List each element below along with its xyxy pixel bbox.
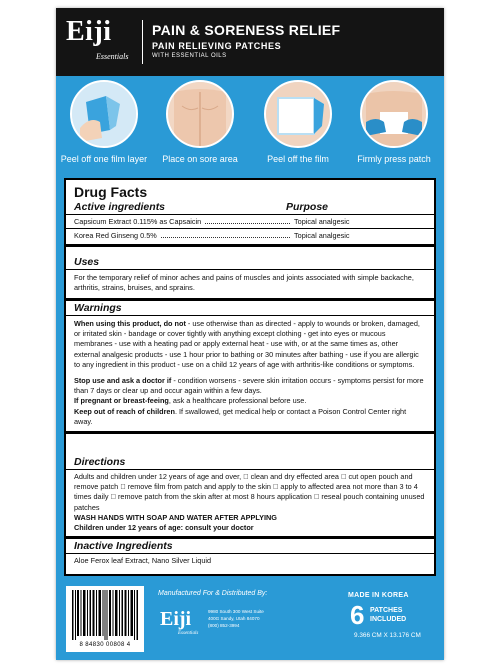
product-title: PAIN & SORENESS RELIEF (152, 22, 341, 38)
made-in-label: MADE IN KOREA (348, 592, 409, 599)
warnings-do-not-label: When using this product, do not (74, 319, 186, 328)
warnings-children-text: . If swallowed, get medical help or contact a Poison Control Center right away. (74, 406, 407, 426)
uses-heading: Uses (74, 256, 100, 268)
package-header (56, 8, 444, 76)
ingredient-purpose: Topical analgesic (294, 217, 350, 226)
drug-facts-header (66, 184, 434, 247)
barcode (66, 586, 144, 652)
ingredient-purpose: Topical analgesic (294, 231, 350, 240)
step-3 (252, 80, 344, 164)
step-3-label: Peel off the film (267, 154, 329, 164)
directions-section (66, 456, 434, 539)
uses-section (66, 256, 434, 301)
directions-text: Adults and children under 12 years of age and over,   clean and dry effected area   cut open pouch and remove patch   remove film from patch and apply to the skin   apply to affected area not more than 3 to 4 times daily   remove patch from the skin after at most 8 hours application   reseal pouch containing unused patches (74, 472, 425, 512)
purpose-heading: Purpose (286, 201, 329, 213)
directions-wash-text: WASH HANDS WITH SOAP AND WATER AFTER APPLYING (74, 512, 277, 522)
patch-count-label-line1: PATCHES (370, 607, 403, 614)
product-subtitle: PAIN RELIEVING PATCHES (152, 41, 282, 51)
warnings-children (74, 407, 426, 427)
step-2-label: Place on sore area (162, 154, 238, 164)
uses-text: For the temporary relief of minor aches and pains of muscles and joints associated with simple backache, arthritis, strains, bruises, and sprains. (74, 273, 414, 293)
manufacturer-address: 9980 South 300 West Suite 400G Sandy, Utah 84070 (800) 852-3994 (208, 609, 264, 628)
patch-count: 6 (350, 600, 365, 630)
barcode-bars-icon (72, 590, 138, 640)
warnings-children-label: Keep out of reach of children (74, 406, 175, 416)
product-subtitle-secondary: WITH ESSENTIAL OILS (152, 53, 227, 59)
directions-heading: Directions (74, 456, 126, 468)
warnings-heading: Warnings (74, 302, 122, 314)
drug-facts-panel (64, 178, 436, 576)
patch-count-label-line2: INCLUDED (370, 616, 407, 623)
manufacturer-label: Manufactured For & Distributed By: (158, 590, 268, 597)
peel-second-film-icon (264, 80, 332, 148)
inactive-ingredients-heading: Inactive Ingredients (74, 540, 173, 552)
warnings-stop-use (74, 376, 426, 396)
peel-film-icon (70, 80, 138, 148)
step-4-label: Firmly press patch (357, 154, 431, 164)
patch-count-label (370, 606, 406, 624)
warnings-stop-use-label: Stop use and ask a doctor if (74, 376, 172, 386)
press-patch-icon (360, 80, 428, 148)
manufacturer-logo-subtext: Essentials (178, 631, 199, 636)
step-1-label: Peel off one film layer (60, 154, 148, 164)
inactive-ingredients-section (66, 540, 434, 566)
header-divider (142, 20, 143, 64)
inactive-ingredients-text: Aloe Ferox leaf Extract, Nano Silver Liquid (74, 556, 212, 565)
warnings-pregnancy-text: , ask a healthcare professional before use. (168, 396, 307, 406)
directions-children-text: Children under 12 years of age: consult your doctor (74, 523, 254, 533)
manufacturer-logo: Eiji (160, 608, 192, 630)
back-placement-icon (166, 80, 234, 148)
application-steps (56, 80, 444, 176)
warnings-section (66, 302, 434, 434)
ingredient-row (74, 215, 426, 228)
ingredient-row (74, 229, 426, 242)
barcode-number: 8 84830 00808 4 (79, 642, 131, 648)
brand-logo (66, 16, 136, 68)
directions-children (74, 523, 426, 533)
step-4 (348, 80, 440, 164)
brand-logo-text: Eiji (66, 16, 112, 47)
step-2 (154, 80, 246, 164)
directions-wash (74, 513, 426, 523)
brand-logo-subtext: Essentials (96, 52, 129, 61)
warnings-pregnancy (74, 396, 426, 406)
package-footer (56, 582, 444, 660)
step-1 (58, 80, 150, 164)
warnings-pregnancy-label: If pregnant or breast-feeing (74, 396, 169, 406)
product-package-back (56, 8, 444, 660)
drug-facts-title: Drug Facts (74, 184, 148, 200)
ingredient-name: Korea Red Ginseng 0.5% (74, 231, 157, 240)
warnings-stop-use-text: - condition worsens - severe skin irritation occurs - symptoms persist for more than 7 days or clear up and occur again within a few days. (74, 376, 424, 396)
active-ingredients-heading: Active ingredients (74, 201, 166, 213)
warnings-do-not-text: - use otherwise than as directed - apply to wounds or broken, damaged, or irritated skin - bandage or cover tightly with anything except clothing - get into eyes or mucous membranes - use with a heating pad or apply external heat - use with, or at the same times as, other external analgesic products - use 1 hour prior to bathing or 30 minutes after bathing - use if you are allergic to any ingredient in this product - use on a child 12 years of age with arthritis-like conditions or symptoms. (74, 319, 420, 369)
patch-dimensions: 9.366 CM X 13.176 CM (354, 632, 421, 639)
ingredient-name: Capsicum Extract 0.115% as Capsaicin (74, 217, 202, 226)
warnings-do-not (74, 319, 426, 370)
